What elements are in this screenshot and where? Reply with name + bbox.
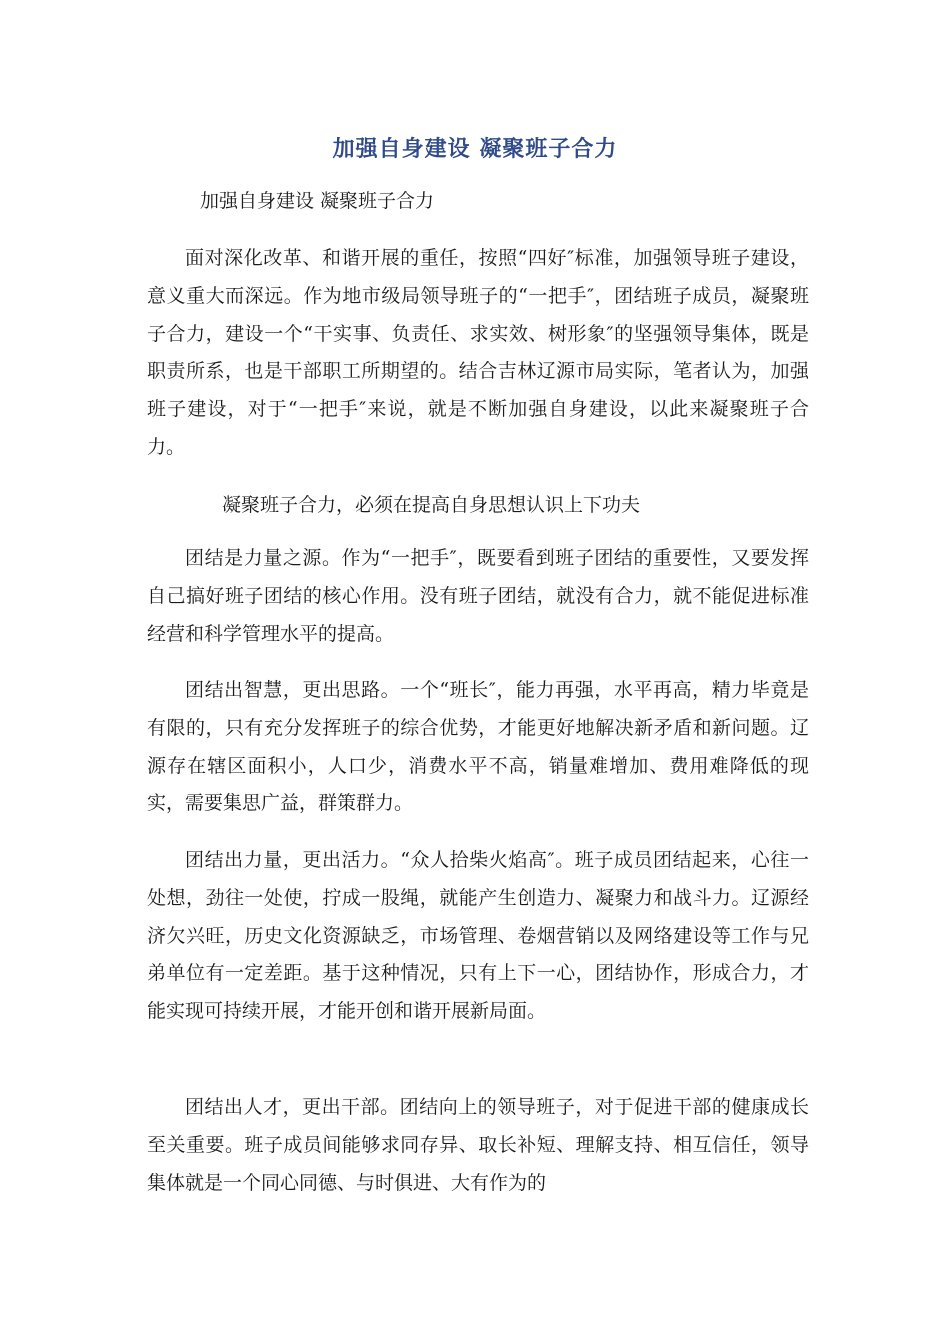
- paragraph-text: 团结出力量，更出活力。“众人拾柴火焰高″。班子成员团结起来，心往一处想，劲往一处使，拧成一股绳，就能产生创造力、凝聚力和战斗力。辽源经济欠兴旺，历史文化资源缺乏，市场管理、卷烟营销以及网络建设等工作与兄弟单位有一定差距。基于这种情况，只有上下一心，团结协作，形成合力，才能实现可持续开展，才能开创和谐开展新局面。: [147, 849, 809, 1023]
- document-title: 加强自身建设 凝聚班子合力: [332, 137, 618, 162]
- paragraph-unity-wisdom: [147, 672, 809, 823]
- paragraph-text: 团结出人才，更出干部。团结向上的领导班子，对于促进干部的健康成长至关重要。班子成员间能够求同存异、取长补短、理解支持、相互信任，领导集体就是一个同心同德、与时俱进、大有作为的: [147, 1096, 809, 1194]
- paragraph-text: 面对深化改革、和谐开展的重任，按照“四好″标准，加强领导班子建设，意义重大而深远。作为地市级局领导班子的“一把手″，团结班子成员，凝聚班子合力，建设一个“干实事、负责任、求实效、树形象″的坚强领导集体，既是职责所系，也是干部职工所期望的。结合吉林辽源市局实际，笔者认为，加强班子建设，对于“一把手″来说，就是不断加强自身建设，以此来凝聚班子合力。: [147, 247, 809, 458]
- paragraph-unity-talent: [147, 1089, 809, 1202]
- paragraph-text: 团结出智慧，更出思路。一个“班长″，能力再强，水平再高，精力毕竟是有限的，只有充分发挥班子的综合优势，才能更好地解决新矛盾和新问题。辽源存在辖区面积小，人口少，消费水平不高，销量难增加、费用难降低的现实，需要集思广益，群策群力。: [147, 679, 809, 815]
- paragraph-intro: [147, 240, 809, 467]
- paragraph-text: 团结是力量之源。作为“一把手″，既要看到班子团结的重要性，又要发挥自己搞好班子团结的核心作用。没有班子团结，就没有合力，就不能促进标准经营和科学管理水平的提高。: [147, 547, 809, 645]
- section-heading: [147, 487, 809, 525]
- document-subtitle: 加强自身建设 凝聚班子合力: [200, 190, 435, 212]
- section-heading-text: 凝聚班子合力，必须在提高自身思想认识上下功夫: [222, 494, 641, 516]
- paragraph-unity-source: [147, 540, 809, 653]
- paragraph-unity-strength: [147, 842, 809, 1031]
